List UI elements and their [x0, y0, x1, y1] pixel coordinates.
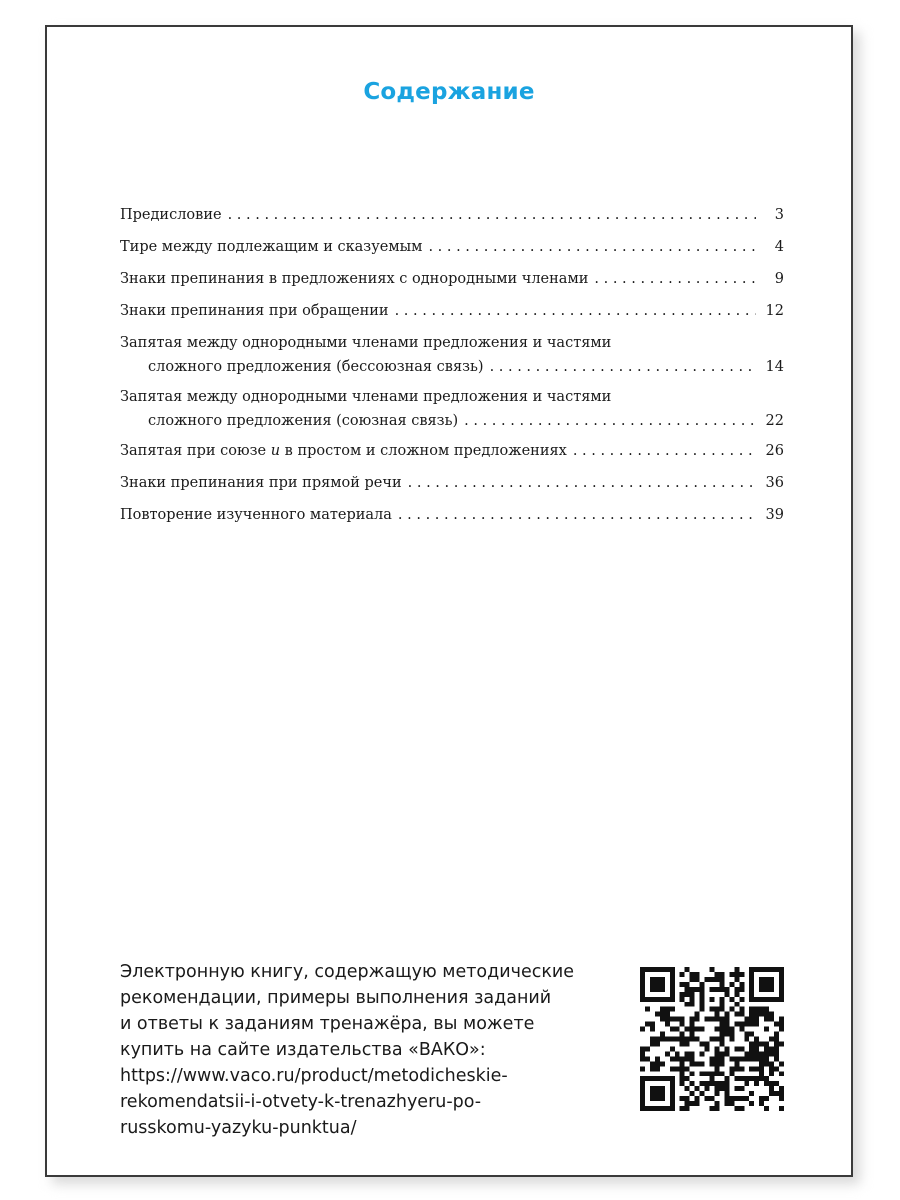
toc-entry[interactable] — [120, 203, 784, 235]
toc-entry-title: Знаки препинания в предложениях с однородными членами — [120, 271, 589, 287]
toc-entry-title-continuation: сложного предложения (бессоюзная связь) — [148, 359, 484, 375]
toc-page-number: 26 — [765, 443, 784, 459]
toc-dot-leader — [395, 299, 756, 323]
toc-entry-title: Знаки препинания при обращении — [120, 303, 389, 319]
toc-entry-title: Тире между подлежащим и сказуемым — [120, 239, 423, 255]
toc-page-number: 36 — [765, 475, 784, 491]
toc-entry-title: Повторение изученного материала — [120, 507, 392, 523]
toc-entry-title — [120, 439, 567, 463]
toc-dot-leader — [464, 409, 756, 433]
toc-dot-leader — [428, 235, 756, 259]
toc-page-number: 39 — [765, 507, 784, 523]
toc-dot-leader — [398, 503, 756, 527]
toc-dot-leader — [594, 267, 756, 291]
toc-entry-title-italic: и — [270, 443, 281, 459]
toc-page-number: 3 — [774, 207, 784, 223]
toc-dot-leader — [490, 355, 756, 379]
toc-entry-title-continuation: сложного предложения (союзная связь) — [148, 413, 459, 429]
toc-page-number: 14 — [765, 359, 784, 375]
toc-page-number: 4 — [774, 239, 784, 255]
toc-entry[interactable] — [120, 503, 784, 535]
table-of-contents — [120, 203, 784, 535]
page-title: Содержание — [363, 79, 535, 105]
toc-entry[interactable] — [120, 439, 784, 471]
toc-entry-title-part: Запятая при союзе — [120, 443, 267, 459]
toc-entry[interactable] — [120, 235, 784, 267]
toc-dot-leader — [573, 439, 756, 463]
toc-dot-leader — [228, 203, 756, 227]
toc-entry-title: Запятая между однородными членами предложения и частями — [120, 389, 612, 405]
toc-dot-leader — [408, 471, 756, 495]
toc-entry-title: Предисловие — [120, 207, 222, 223]
toc-entry-title-part: в простом и сложном предложениях — [284, 443, 567, 459]
toc-entry[interactable] — [120, 471, 784, 503]
qr-code-icon[interactable] — [640, 967, 784, 1111]
toc-entry[interactable] — [120, 299, 784, 331]
toc-page-number: 9 — [774, 271, 784, 287]
toc-page-number: 22 — [765, 413, 784, 429]
toc-entry[interactable] — [120, 267, 784, 299]
toc-entry-title: Запятая между однородными членами предложения и частями — [120, 335, 612, 351]
toc-entry-title: Знаки препинания при прямой речи — [120, 475, 402, 491]
toc-page-number: 12 — [765, 303, 784, 319]
document-page — [45, 25, 853, 1177]
toc-entry[interactable] — [120, 331, 784, 385]
ebook-purchase-note: Электронную книгу, содержащую методические рекомендации, примеры выполнения заданий и ответы к заданиям тренажёра, вы можете купить на сайте издательства «ВАКО»: https://www.vaco.ru/product/metodicheskie- rekomendatsii-i-otvety-k-trenazhyeru-po- russkomu-yazyku-punktua/ — [120, 962, 575, 1138]
toc-entry[interactable] — [120, 385, 784, 439]
